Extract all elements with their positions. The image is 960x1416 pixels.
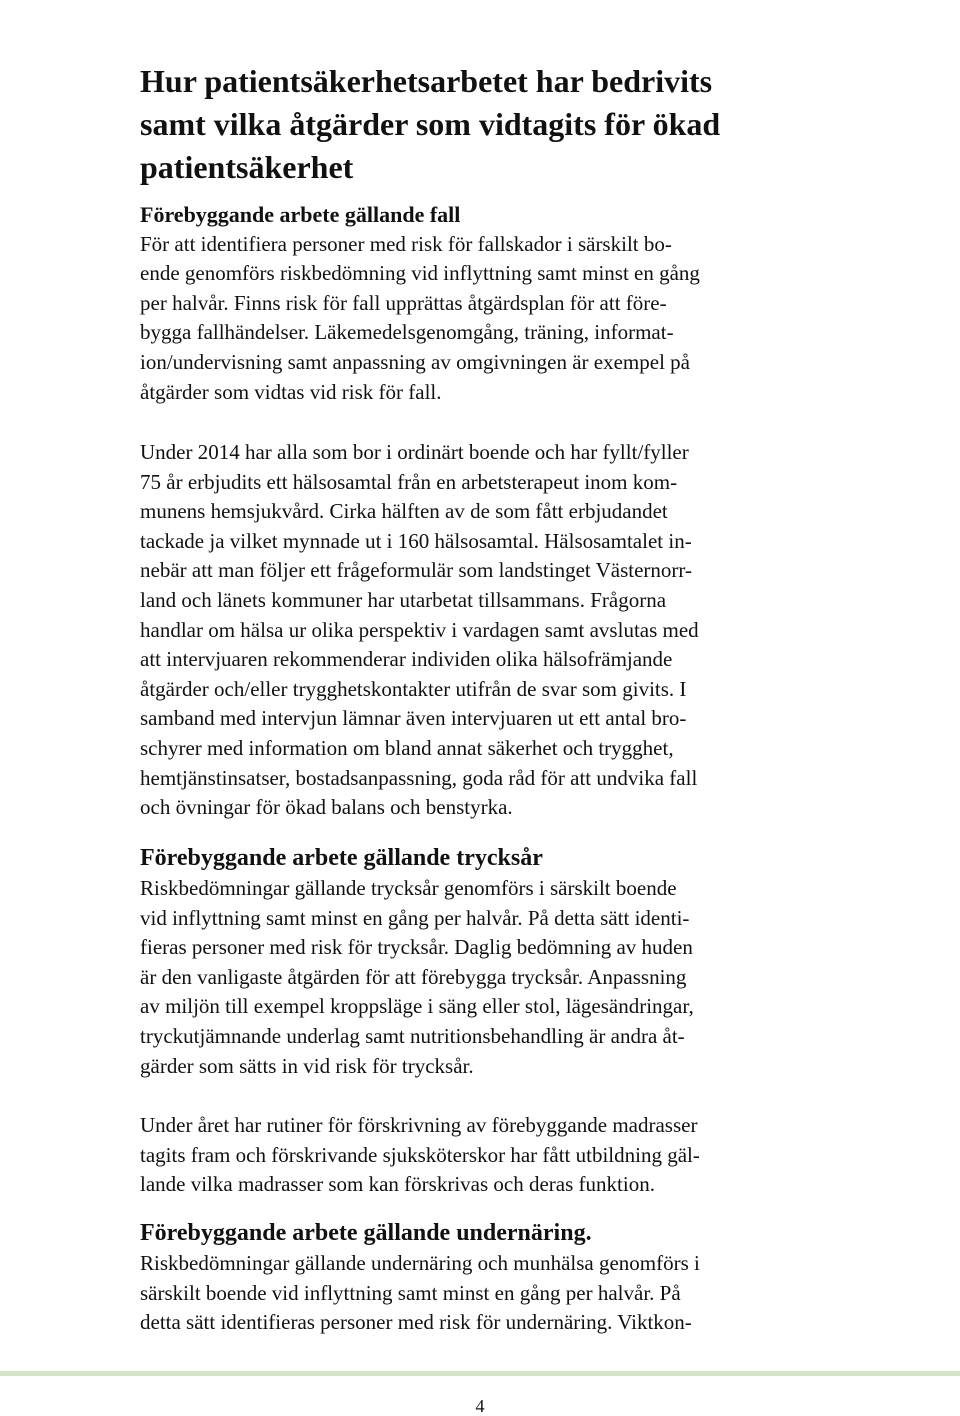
text-line: tackade ja vilket mynnade ut i 160 hälsosamtal. Hälsosamtalet in- <box>140 528 692 553</box>
text-line: att intervjuaren rekommenderar individen olika hälsofrämjande <box>140 647 673 672</box>
title-line: patientsäkerhet <box>140 149 354 185</box>
text-line: ion/undervisning samt anpassning av omgivningen är exempel på <box>140 349 690 374</box>
text-line: ende genomförs riskbedömning vid inflyttning samt minst en gång <box>140 261 700 286</box>
section-heading-pressure-ulcers: Förebyggande arbete gällande trycksår <box>140 845 543 871</box>
title-line: Hur patientsäkerhetsarbetet har bedrivits <box>140 63 713 99</box>
text-line: nebär att man följer ett frågeformulär som landstinget Västernorr- <box>140 558 692 583</box>
text-line: För att identifiera personer med risk för fallskador i särskilt bo- <box>140 231 672 256</box>
text-line: per halvår. Finns risk för fall upprättas åtgärdsplan för att före- <box>140 290 667 315</box>
text-line: tagits fram och förskrivande sjuksköterskor har fått utbildning gäl- <box>140 1142 700 1167</box>
text-line: Riskbedömningar gällande undernäring och munhälsa genomförs i <box>140 1251 700 1275</box>
text-line: av miljön till exempel kroppsläge i säng eller stol, lägesändringar, <box>140 994 694 1019</box>
text-line: 75 år erbjudits ett hälsosamtal från en arbetsterapeut inom kom- <box>140 469 678 494</box>
text-line: Under 2014 har alla som bor i ordinärt boende och har fyllt/fyller <box>140 440 689 464</box>
page-number: 4 <box>475 1396 485 1416</box>
text-line: Riskbedömningar gällande trycksår genomförs i särskilt boende <box>140 876 677 900</box>
text-line: detta sätt identifieras personer med risk för undernäring. Viktkon- <box>140 1310 692 1335</box>
text-line: åtgärder som vidtas vid risk för fall. <box>140 379 442 404</box>
paragraph-pressure-risk <box>140 874 840 1081</box>
text-line: tryckutjämnande underlag samt nutritionsbehandling är andra åt- <box>140 1023 685 1048</box>
text-line: lande vilka madrasser som kan förskrivas och deras funktion. <box>140 1172 655 1197</box>
text-line: samband med intervjun lämnar även intervjuaren ut ett antal bro- <box>140 706 687 731</box>
section-pressure-ulcers <box>140 843 840 1081</box>
title-line: samt vilka åtgärder som vidtagits för ökad <box>140 106 721 142</box>
paragraph-mattresses <box>140 1111 840 1200</box>
paragraph-health-talks <box>140 438 840 823</box>
text-line: land och länets kommuner har utarbetat tillsammans. Frågorna <box>140 587 667 612</box>
text-line: gärder som sätts in vid risk för trycksår. <box>140 1053 474 1078</box>
text-line: är den vanligaste åtgärden för att förebygga trycksår. Anpassning <box>140 964 687 989</box>
text-line: vid inflyttning samt minst en gång per halvår. På detta sätt identi- <box>140 905 690 930</box>
section-fall <box>140 200 840 407</box>
text-line: munens hemsjukvård. Cirka hälften av de som fått erbjudandet <box>140 499 668 524</box>
text-line: hemtjänstinsatser, bostadsanpassning, goda råd för att undvika fall <box>140 765 698 790</box>
text-line: särskilt boende vid inflyttning samt minst en gång per halvår. På <box>140 1280 681 1305</box>
text-line: och övningar för ökad balans och benstyrka. <box>140 795 513 820</box>
footer-divider <box>0 1371 960 1376</box>
section-malnutrition <box>140 1218 840 1338</box>
section-heading-malnutrition: Förebyggande arbete gällande undernäring. <box>140 1220 592 1246</box>
text-line: fieras personer med risk för trycksår. Daglig bedömning av huden <box>140 935 693 960</box>
paragraph-fall-risk <box>140 230 840 408</box>
text-line: schyrer med information om bland annat säkerhet och trygghet, <box>140 735 674 760</box>
page-title <box>140 60 840 189</box>
section-heading-fall: Förebyggande arbete gällande fall <box>140 202 461 227</box>
text-line: handlar om hälsa ur olika perspektiv i vardagen samt avslutas med <box>140 617 699 642</box>
text-line: bygga fallhändelser. Läkemedelsgenomgång, träning, informat- <box>140 320 674 345</box>
text-line: åtgärder och/eller trygghetskontakter utifrån de svar som givits. I <box>140 676 687 701</box>
paragraph-malnutrition-risk <box>140 1249 840 1338</box>
text-line: Under året har rutiner för förskrivning av förebyggande madrasser <box>140 1113 698 1137</box>
